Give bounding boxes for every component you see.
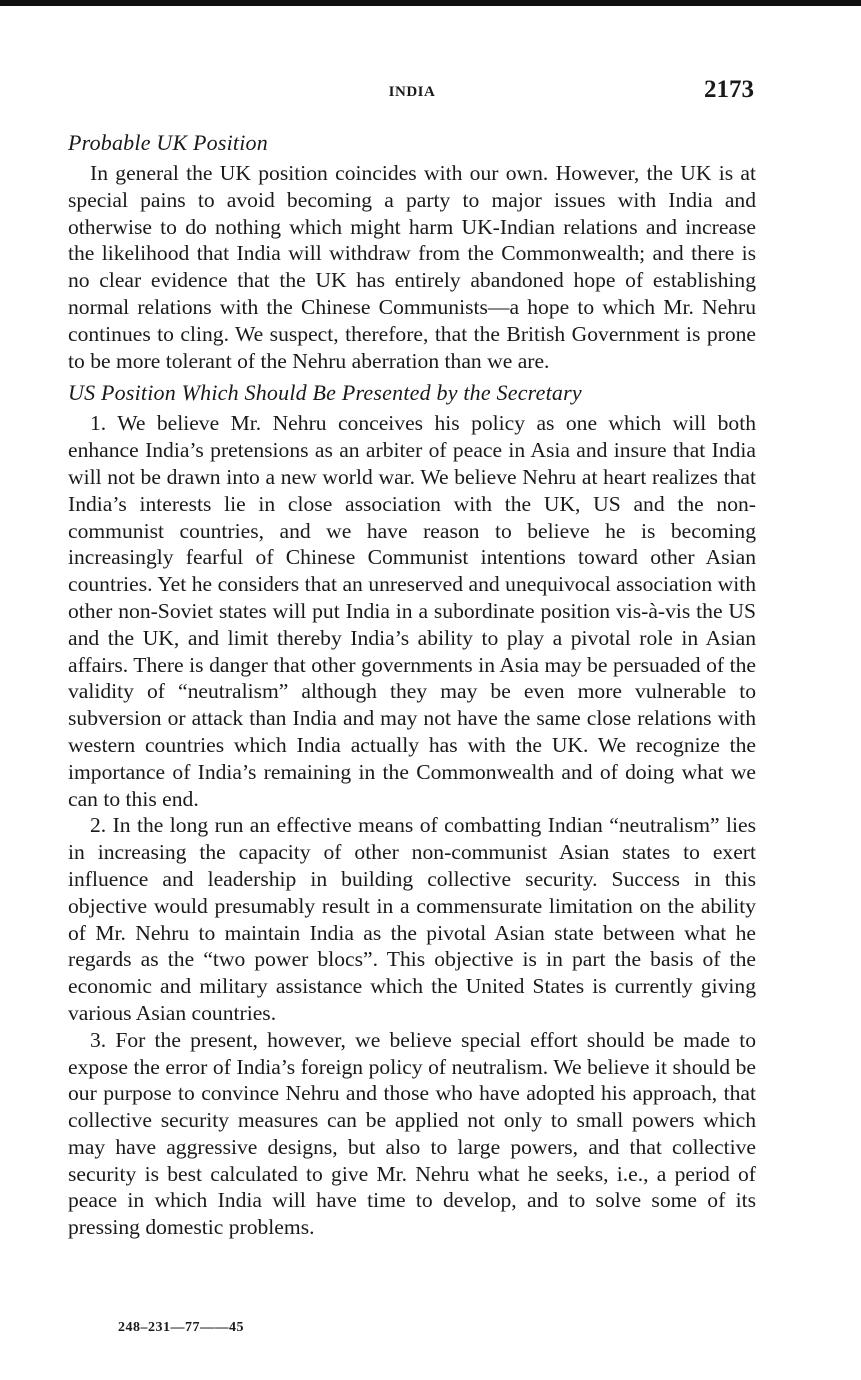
paragraph-3: 3. For the present, however, we believe special effort should be made to expose the error of India’s foreign policy of neutralism. We believe it should be our purpose to convince Nehru and those who have adopted his approach, that collective security measures can be applied not only to small powers which may have aggressive designs, but also to large powers, and that collective security is best calculated to give Mr. Nehru what he seeks, i.e., a period of peace in which India will have time to develop, and to solve some of its pressing domestic problems. [68, 1027, 756, 1240]
paragraph: In general the UK position coincides with our own. However, the UK is at special pains to avoid becoming a party to major issues with India and otherwise to do nothing which might harm UK-Indian relations and increase the likelihood that India will withdraw from the Commonwealth; and there is no clear evidence that the UK has entirely abandoned hope of establishing normal relations with the Chinese Communists—a hope to which Mr. Nehru continues to cling. We suspect, therefore, that the British Government is prone to be more tolerant of the Nehru aberration than we are. [68, 161, 756, 373]
document-page [68, 70, 756, 1241]
page-number: 2173 [704, 76, 754, 103]
section-us-position [68, 380, 756, 1241]
running-header [68, 70, 756, 106]
top-border-rule [0, 0, 861, 6]
section-heading: Probable UK Position [68, 130, 268, 155]
running-title: INDIA [388, 84, 436, 100]
section-probable-uk-position [68, 130, 756, 374]
paragraph-2: 2. In the long run an effective means of combatting Indian “neutralism” lies in increasing the capacity of other non-communist Asian states to exert influence and leadership in building collective security. Success in this objective would presumably result in a commensurate limitation on the ability of Mr. Nehru to maintain India as the pivotal Asian state between what he regards as the “two power blocs”. This objective is in part the basis of the economic and military assistance which the United States is currently giving various Asian countries. [68, 813, 756, 1025]
paragraph-1: 1. We believe Mr. Nehru conceives his policy as one which will both enhance India’s pretensions as an arbiter of peace in Asia and insure that India will not be drawn into a new world war. We believe Nehru at heart realizes that India’s interests lie in close association with the UK, US and the non-communist countries, and we have reason to believe he is becoming increasingly fearful of Chinese Communist intentions toward other Asian countries. Yet he considers that an unreserved and unequivocal association with other non-Soviet states will put India in a subordinate position vis-à-vis the US and the UK, and limit thereby India’s ability to play a pivotal role in Asian affairs. There is danger that other governments in Asia may be persuaded of the validity of “neutralism” although they may be even more vulnerable to subversion or attack than India and may not have the same close relations with western countries which India actually has with the UK. We recognize the importance of India’s remaining in the Commonwealth and of doing what we can to this end. [68, 411, 756, 811]
section-heading: US Position Which Should Be Presented by the Secretary [68, 380, 582, 406]
print-code-footer: 248–231—77——45 [118, 1320, 244, 1335]
